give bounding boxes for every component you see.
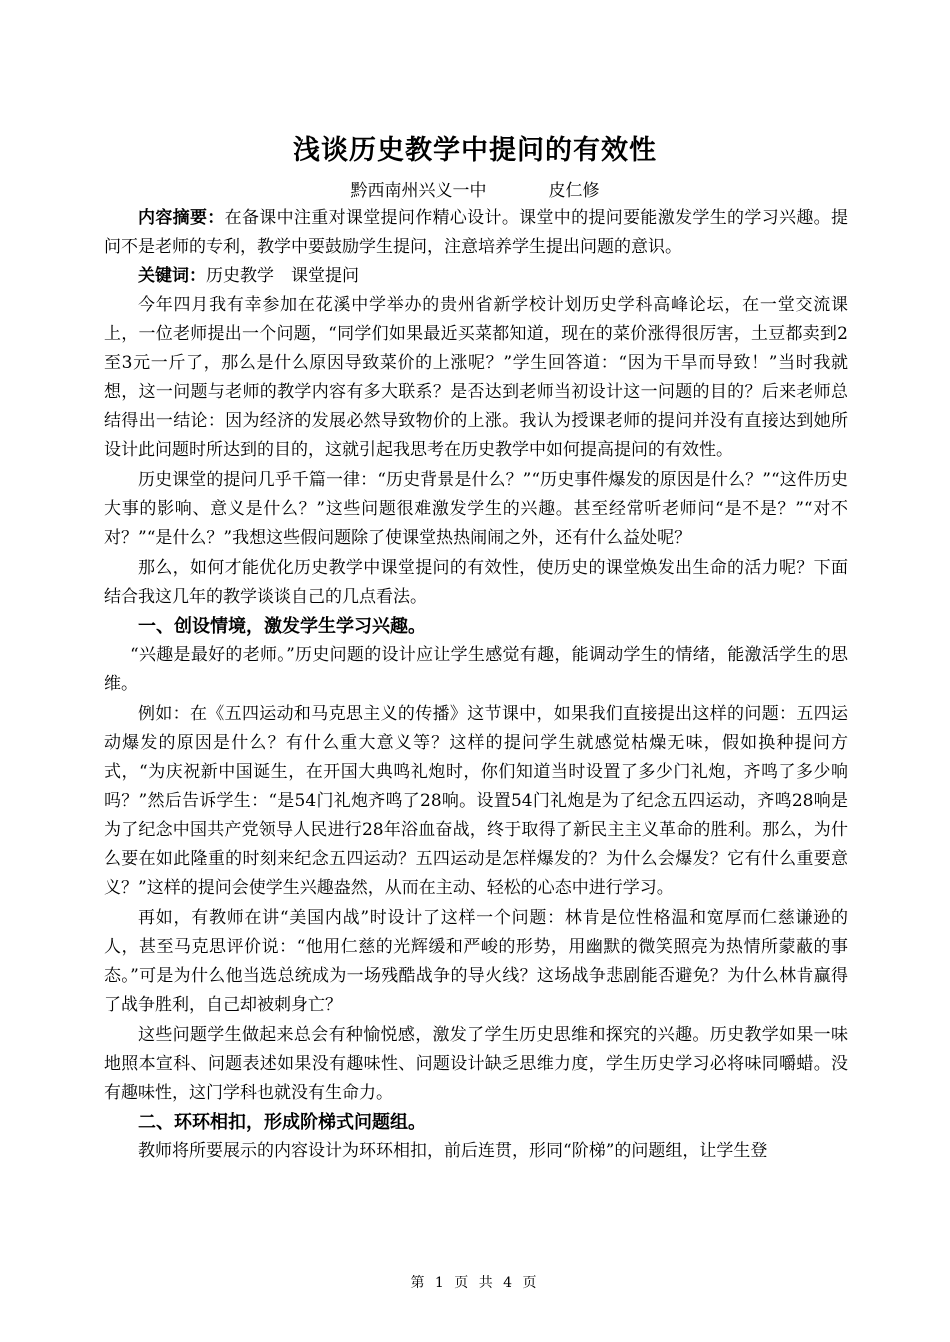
keywords-text: 历史教学 课堂提问 [206, 266, 359, 286]
abstract-label: 内容摘要： [138, 208, 225, 228]
body-paragraph: 教师将所要展示的内容设计为环环相扣，前后连贯，形同“阶梯”的问题组，让学生登 [138, 1141, 768, 1161]
section-heading-2: 二、环环相扣，形成阶梯式问题组。 [138, 1112, 426, 1133]
author-line [0, 176, 950, 201]
abstract-text: 在备课中注重对课堂提问作精心设计。课堂中的提问要能激发学生的学习兴趣。提问不是老师的专利，教学中要鼓励学生提问，注意培养学生提出问题的意识。 [104, 208, 848, 257]
body-paragraph: 再如，有教师在讲“美国内战”时设计了这样一个问题：林肯是位性格温和宽厚而仁慈谦逊的人，甚至马克思评价说：“他用仁慈的光辉缓和严峻的形势，用幽默的微笑照亮为热情所蒙蔽的事态。”可是为什么他当选总统成为一场残酷战争的导火线？这场战争悲剧能否避免？为什么林肯赢得了战争胜利，自己却被刺身亡？ [104, 908, 848, 1015]
body-paragraph: 这些问题学生做起来总会有种愉悦感，激发了学生历史思维和探究的兴趣。历史教学如果一味地照本宣科、问题表述如果没有趣味性、问题设计缺乏思维力度，学生历史学习必将味同嚼蜡。没有趣味性，这门学科也就没有生命力。 [104, 1025, 848, 1103]
body-paragraph: 历史课堂的提问几乎千篇一律：“历史背景是什么？”“历史事件爆发的原因是什么？”“这件历史大事的影响、意义是什么？”这些问题很难激发学生的兴趣。甚至经常听老师问“是不是？”“对不对？”“是什么？”我想这些假问题除了使课堂热热闹闹之外，还有什么益处呢？ [104, 470, 848, 548]
document-title: 浅谈历史教学中提问的有效性 [293, 135, 657, 166]
author-name: 皮仁修 [548, 181, 600, 201]
body-paragraph: 那么，如何才能优化历史教学中课堂提问的有效性，使历史的课堂焕发出生命的活力呢？下面结合我这几年的教学谈谈自己的几点看法。 [104, 558, 848, 607]
body-paragraph: “兴趣是最好的老师。”历史问题的设计应让学生感觉有趣，能调动学生的情绪，能激活学生的思维。 [104, 645, 848, 694]
body-paragraph: 例如：在《五四运动和马克思主义的传播》这节课中，如果我们直接提出这样的问题：五四运动爆发的原因是什么？有什么重大意义等？这样的提问学生就感觉枯燥无味，假如换种提问方式，“为庆祝新中国诞生，在开国大典鸣礼炮时，你们知道当时设置了多少门礼炮，齐鸣了多少响吗？”然后告诉学生：“是54门礼炮齐鸣了28响。设置54门礼炮是为了纪念五四运动，齐鸣28响是为了纪念中国共产党领导人民进行28年浴血奋战，终于取得了新民主主义革命的胜利。那么，为什么要在如此隆重的时刻来纪念五四运动？五四运动是怎样爆发的？为什么会爆发？它有什么重要意义？”这样的提问会使学生兴趣盎然，从而在主动、轻松的心态中进行学习。 [104, 704, 848, 898]
section-heading-1: 一、创设情境，激发学生学习兴趣。 [138, 616, 426, 637]
keywords-label: 关键词： [138, 266, 206, 286]
body-paragraph: 今年四月我有幸参加在花溪中学举办的贵州省新学校计划历史学科高峰论坛，在一堂交流课上，一位老师提出一个问题，“同学们如果最近买菜都知道，现在的菜价涨得很厉害，土豆都卖到2至3元一斤了，那么是什么原因导致菜价的上涨呢？”学生回答道：“因为干旱而导致！”当时我就想，这一问题与老师的教学内容有多大联系？是否达到老师当初设计这一问题的目的？后来老师总结得出一结论：因为经济的发展必然导致物价的上涨。我认为授课老师的提问并没有直接达到她所设计此问题时所达到的目的，这就引起我思考在历史教学中如何提高提问的有效性。 [104, 295, 848, 460]
document-body [104, 204, 848, 1166]
keywords-paragraph [104, 262, 848, 291]
page-footer: 第 1 页 共 4 页 [410, 1275, 540, 1291]
abstract-paragraph [104, 204, 848, 262]
author-school: 黔西南州兴义一中 [350, 181, 487, 201]
